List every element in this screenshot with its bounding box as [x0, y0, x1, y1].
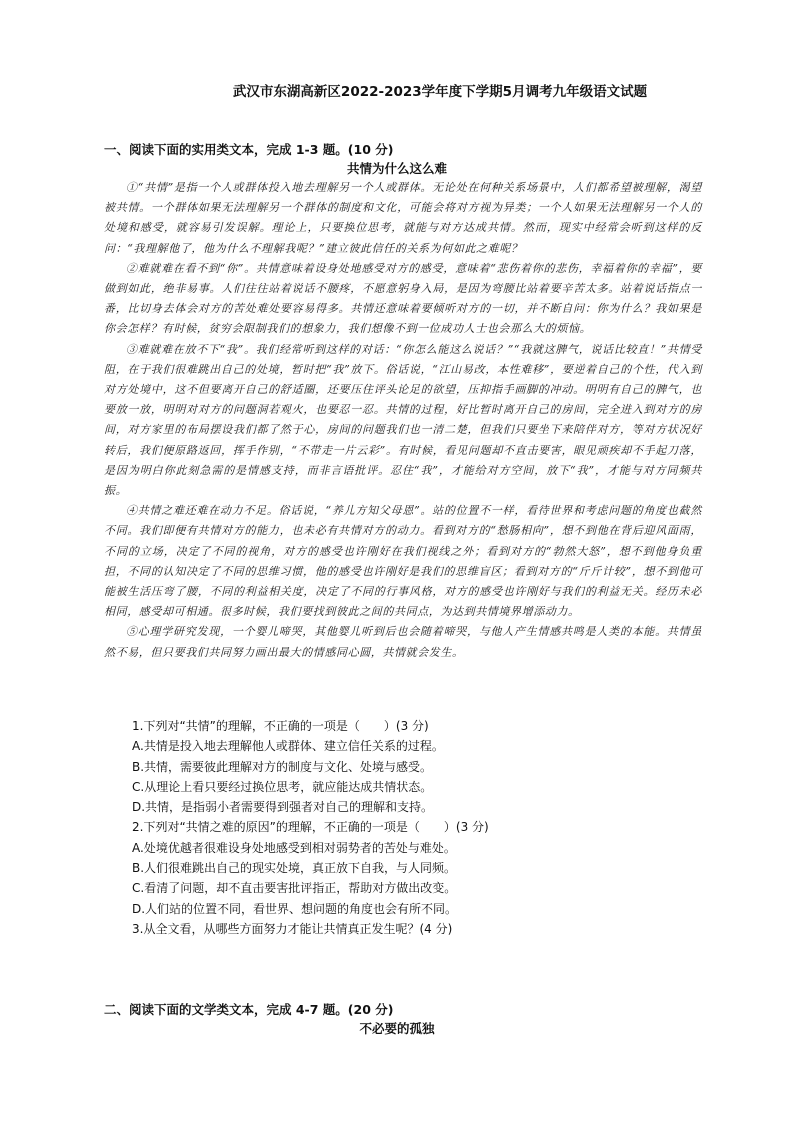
- section1-article-title: 共情为什么这么难: [346, 161, 447, 176]
- paragraph-4: ④共情之难还难在动力不足。俗话说，“养儿方知父母恩”。站的位置不一样，看待世界和考虑问题的角度也截然不同。我们即便有共情对方的能力，也未必有共情对方的动力。看到对方的“愁肠相向”，想不到他在背后迎风面雨，不同的立场，决定了不同的视角，对方的感受也许刚好在我们视线之外；看到对方的“勃然大怒”，想不到他身负重担，不同的认知决定了不同的思维习惯，他的感受也许刚好是我们的思维盲区；看到对方的“斤斤计较”，想不到他可能被生活压弯了腰，不同的利益相关度，决定了不同的行事风格，对方的感受也许刚好与我们的利益无关。经历未必相同，感受却可相通。很多时候，我们要找到彼此之间的共同点，为达到共情境界增添动力。: [104, 504, 702, 619]
- exam-title: 武汉市东湖高新区2022-2023学年度下学期5月调考九年级语文试题: [232, 84, 648, 100]
- paragraph-3: ③难就难在放不下“我”。我们经常听到这样的对话：“你怎么能这么说话？”“我就这脾气，说话比较直！”共情受阻，在于我们很难跳出自己的处境，暂时把“我”放下。俗话说，“江山易改，本性难移”，要逆着自己的个性，代入到对方处境中，这不但要离开自己的舒适圈，还要压住评头论足的欲望，压抑指手画脚的冲动。明明有自己的脾气，也要放一放，明明对对方的问题洞若观火，也要忍一忍。共情的过程，好比暂时离开自己的房间，完全进入到对方的房间，对方家里的布局摆设我们都了然于心，房间的问题我们也一清二楚，但我们只要坐下来陪伴对方，等对方状况好转后，我们便原路返回，挥手作别，“不带走一片云彩”。有时候，看见问题却不直击要害，眼见顽疾却不手起刀落，是因为明白你此刻急需的是情感支持，而非言语批评。忍住“我”，才能给对方空间，放下“我”，才能与对方同频共振。: [104, 342, 702, 498]
- section2-article-title: 不必要的孤独: [359, 1021, 435, 1036]
- section2-heading: 二、阅读下面的文学类文本，完成 4-7 题。(20 分): [104, 1002, 394, 1017]
- question-1-option-c: C.从理论上看只要经过换位思考，就应能达成共情状态。: [132, 779, 433, 794]
- article-passage: [104, 178, 702, 663]
- question-2-option-d: D.人们站的位置不同，看世界、想问题的角度也会有所不同。: [132, 901, 458, 916]
- question-2-option-a: A.处境优越者很难设身处地感受到相对弱势者的苦处与难处。: [132, 840, 456, 855]
- paragraph-5: ⑤心理学研究发现，一个婴儿啼哭，其他婴儿听到后也会随着啼哭，与他人产生情感共鸣是人类的本能。共情虽然不易，但只要我们共同努力画出最大的情感同心圆，共情就会发生。: [104, 625, 702, 659]
- question-1-option-b: B.共情，需要彼此理解对方的制度与文化、处境与感受。: [132, 759, 433, 774]
- paragraph-2: ②难就难在看不到“你”。共情意味着设身处地感受对方的感受，意味着“悲伤着你的悲伤，幸福着你的幸福”，要做到如此，绝非易事。人们往往站着说话不腰疼，不愿意躬身入局，是因为弯腰比站着要辛苦太多。站着说话指点一番，比切身去体会对方的苦处难处要容易得多。共情还意味着要倾听对方的一切，并不断自问：你为什么？我如果是你会怎样？有时候，贫穷会限制我们的想象力，我们想像不到一位成功人士也会那么大的烦恼。: [104, 261, 702, 336]
- question-1-option-d: D.共情，是指弱小者需要得到强者对自己的理解和支持。: [132, 800, 434, 815]
- question-1-stem: 1.下列对“共情”的理解，不正确的一项是（ ）(3 分): [132, 719, 429, 733]
- question-1-option-a: A.共情是投入地去理解他人或群体、建立信任关系的过程。: [132, 739, 444, 754]
- questions-block: [132, 716, 692, 939]
- question-2-option-b: B.人们很难跳出自己的现实处境，真正放下自我，与人同频。: [132, 861, 457, 876]
- question-2-option-c: C.看清了问题，却不直击要害批评指正，帮助对方做出改变。: [132, 881, 457, 896]
- question-2-stem: 2.下列对“共情之难的原因”的理解，不正确的一项是（ ）(3 分): [132, 820, 489, 835]
- paragraph-1: ①“共情”是指一个人或群体投入地去理解另一个人或群体。无论处在何种关系场景中，人们都希望被理解，渴望被共情。一个群体如果无法理解另一个群体的制度和文化，可能会将对方视为异类；一个人如果无法理解另一个人的处境和感受，就容易引发误解。理论上，只要换位思考，就能与对方达成共情。然而，现实中经常会听到这样的反问：“我理解他了，他为什么不理解我呢？”建立彼此信任的关系为何如此之难呢？: [104, 181, 702, 255]
- question-3-stem: 3.从全文看，从哪些方面努力才能让共情真正发生呢？(4 分): [132, 921, 453, 936]
- section1-heading: 一、阅读下面的实用类文本，完成 1-3 题。(10 分): [104, 142, 394, 157]
